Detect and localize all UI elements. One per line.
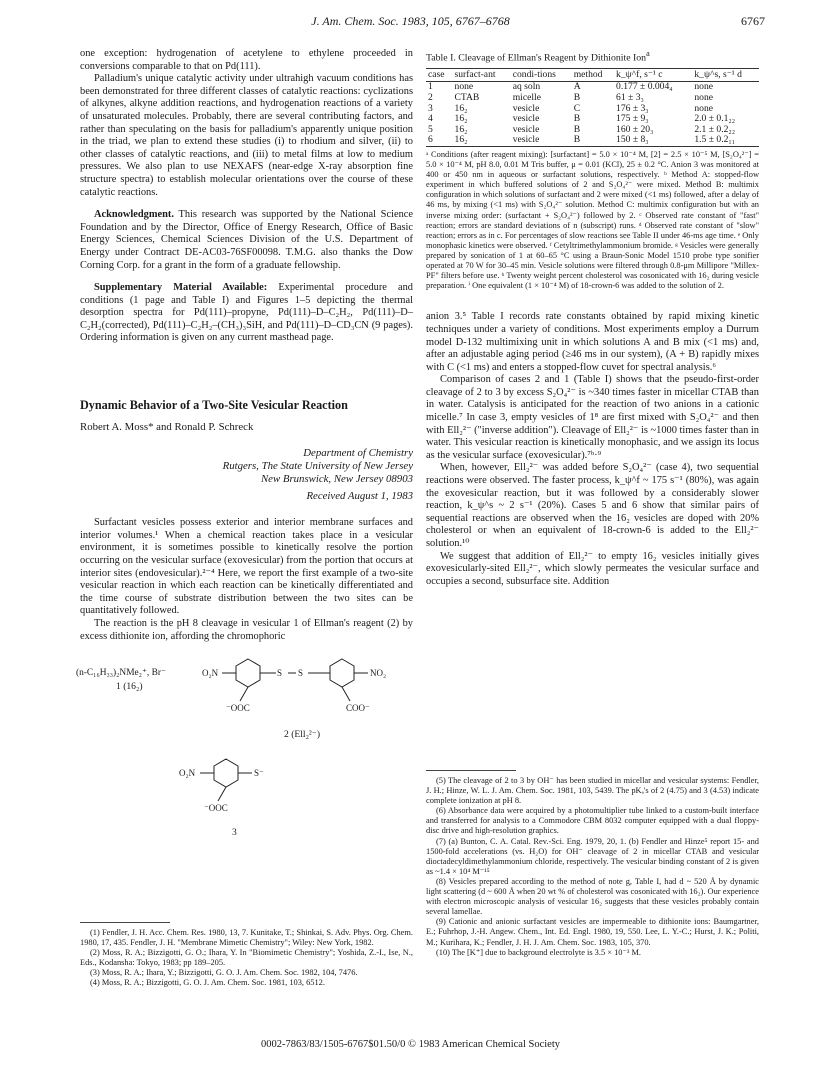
table-caption (426, 48, 759, 65)
table-cell: vesicle (512, 134, 540, 146)
table-cell: 16₂ (454, 123, 468, 135)
body-paragraph: Comparison of cases 2 and 1 (Table I) shows that the pseudo-first-order cleavage of 2 to 3 by excess S₂O₄²⁻ is ~340 times faster in micellar CTAB than in water. Catalysis is anticipated for the reaction of two anions in a cationic micelle.⁷ In case 3, empty vesicles of 1⁸ are first mixed with S₂O₄²⁻ and then with Ell₂²⁻ ("inverse addition"). Cleavage of Ell₂²⁻ is ~1000 times faster than in water. This vesicular reaction is kinetically monophasic, and we assign its locus as the vesicular surface (exovesicular).⁷ᵇ·⁹ (426, 374, 759, 461)
table-cell: B (573, 92, 581, 104)
table-cell: 1.5 ± 0.2₁₁ (694, 134, 736, 146)
footnote-rule (80, 922, 170, 923)
body-paragraph: When, however, Ell₂²⁻ was added before S₂O₄²⁻ (case 4), two sequential reactions were observed. The faster process, k_ψ^f ~ 175 s⁻¹ (80%), was again the exovesicular reaction, but it was followed by a considerably slower reaction, k_ψ^s ~ 2 s⁻¹ (20%). Cases 5 and 6 show that similar pairs of sequential reactions are observed when the 16₂ vesicles are doped with 20% cholesterol or when an equivalent of 18-crown-6 is added to the Ell₂²⁻ solution.¹⁰ (426, 462, 759, 550)
table-bottom-rule (426, 146, 759, 147)
body-paragraph: The reaction is the pH 8 cleavage in vesicular 1 of Ellman's reagent (2) by excess dithionite ion, affording the chromophoric (80, 618, 413, 642)
sulfur-atom: S (298, 668, 304, 679)
table-cell: A (573, 81, 581, 93)
affiliation (80, 447, 413, 503)
footnote: (9) Cationic and anionic surfactant vesicles are impermeable to dithionite ions: Baumgartner, E.; Fuhrhop, J.-H. Angew. Chem., Int. Ed. Engl. 1980, 19, 550. Lee, L. Y.-C.; Hurst, J. K.; Politi, M.; Kurihara, K.; Fendler, J. H. J. Am. Chem. Soc. 1983, 105, 370. (426, 917, 759, 947)
table-cell: 2.0 ± 0.1₂₂ (694, 113, 736, 125)
table-cell: vesicle (512, 102, 540, 114)
footnote: (5) The cleavage of 2 to 3 by OH⁻ has been studied in micellar and vesicular systems: Fendler, J. H.; Hinze, W. L. J. Am. Chem. Soc. 1981, 103, 5439. The pKₐ's of 2 (4.75) and 3 (4.53) indicate complete ionization at pH 8. (426, 776, 759, 806)
left-footnotes (80, 918, 413, 989)
table-cell: none (454, 81, 474, 93)
acknowledgment-heading: Acknowledgment. (94, 209, 174, 221)
nitro-group: NO₂ (370, 668, 387, 679)
table-cell: 176 ± 3₃ (616, 102, 649, 114)
table-cell: CTAB (454, 92, 480, 104)
body-paragraph: We suggest that addition of Ell₂²⁻ to empty 16₂ vesicles initially gives exovesicularly-sited Ell₂²⁻, which slowly permeates the vesicular surface and occupies a second, subsurface site. Addition (426, 550, 759, 587)
thiolate-group: S⁻ (254, 768, 264, 779)
table-header: method (573, 68, 603, 80)
received-date: Received August 1, 1983 (306, 490, 413, 503)
footnote: (3) Moss, R. A.; Ihara, Y.; Bizzigotti, G. O. J. Am. Chem. Soc. 1982, 104, 7476. (90, 968, 358, 978)
table-cell: B (573, 134, 581, 146)
table-cell: 1 (428, 81, 433, 93)
nitro-group: O₂N (179, 768, 196, 779)
table-header: k_ψ^f, s⁻¹ c (616, 68, 663, 80)
supplementary-body: Experimental procedure and conditions (1 page and Table I) and Figures 1–5 depicting the thermal desorption spectra for Pd(111)–propyne, Pd(111)–D–C₂H₂, Pd(111)–D–C₂H₂(corrected), Pd(111)–C₂H₂–(CH₃)₃SiH, and Pd(111)–D–CD₃CN (9 pages). Ordering information is given on any current masthead page. (80, 282, 413, 344)
table-cell: micelle (512, 92, 541, 104)
footnote: (4) Moss, R. A.; Bizzigotti, G. O. J. Am. Chem. Soc. 1981, 103, 6512. (90, 978, 325, 988)
table-row (426, 135, 759, 146)
table-cell: 0.177 ± 0.004₄ (616, 81, 673, 93)
running-header (0, 10, 821, 30)
compound-label: 2 (Ell₂²⁻) (284, 729, 321, 741)
table-cell: 5 (428, 123, 433, 135)
journal-citation: J. Am. Chem. Soc. 1983, 105, 6767–6768 (311, 14, 510, 28)
table-cell: 150 ± 8₃ (616, 134, 649, 146)
body-paragraph: Surfactant vesicles possess exterior and interior membrane surfaces and interior volumes.¹ When a chemical reaction takes place in a vesicular environment, it is sometimes possible to kinetically resolve the portion occurring on the vesicular surface (exovesicular) from the portion that occurs at interior sites (endovesicular).²⁻⁴ Here, we report the first example of a two-site vesicular reaction in which each reaction can be kinetically differentiated and the time course of substrate distribution between the two sites can be quantitatively followed. (80, 517, 413, 617)
table-cell: B (573, 123, 581, 135)
table-cell: 16₂ (454, 113, 468, 125)
chemical-structures (76, 649, 413, 849)
carboxylate-group: ⁻OOC (204, 803, 228, 814)
table-notes: ᵃ Conditions (after reagent mixing): [surfactant] = 5.0 × 10⁻⁴ M, [2] = 2.5 × 10⁻⁵ M, [S₂O₄²⁻] = 5.0 × 10⁻⁴ M, pH 8.0, 0.01 M Tris buffer, μ = 0.01 (KCl), 25 ± 0.2 °C. Anion 3 was monitored at 400 or 450 nm in aqueous or surfactant solutions, respectively. ᵇ Method A: stopped-flow experiment in which buffered solutions of 2 and S₂O₄²⁻ were mixed. Method B: multimix configuration in which solutions of surfactant and 2 were mixed (<1 ms) followed, after a delay of 46 ms, by mixing (<1 ms) with S₂O₄²⁻ solution. Method C: multimix configuration but with an inverse mixing order: (surfactant + S₂O₄²⁻) followed by 2. ᶜ Observed rate constant of "fast" reaction; errors are standard deviations of n (subscript) runs. ᵈ Observed rate constant of "slow" reaction; errors as in c. For percentages of slow reactions see Table II under 46-ms age time. ᵉ Only monophasic kinetics were observed. ᶠ Cetyltrimethylammonium bromide. ᵍ Vesicles were generally prepared by sonication of 1 at 60–65 °C using a Braun-Sonic Model 1510 probe type sonifier operated at 70 W for 30–45 min. Vesicle solutions were filtered through 0.8-μm Millipore "Millex-PF" filters before use. ʰ Twenty weight percent cholesterol was cosonicated with 16₂ during vesicle preparation. ⁱ One equivalent (1 × 10⁻⁴ M) of 18-crown-6 was added to the solution of 2. (426, 150, 759, 291)
sulfur-atom: S (277, 668, 283, 679)
continuation-paragraph: one exception: hydrogenation of acetylene to ethylene proceeded in conversions comparable to that on Pd(111). (80, 48, 413, 72)
supplementary-material (80, 282, 413, 345)
table-cell: 2.1 ± 0.2₂₂ (694, 123, 736, 135)
table-cell: B (573, 113, 581, 125)
affiliation-line: Department of Chemistry (303, 447, 413, 460)
table-cell: 6 (428, 134, 433, 146)
footnote-rule (426, 770, 516, 771)
footnote: (7) (a) Bunton, C. A. Catal. Rev.-Sci. Eng. 1979, 20, 1. (b) Fendler and Hinze⁵ report 15- and 1500-fold accelerations (vs. H₂O) for OH⁻ cleavage of 2 in micellar CTAB and vesicular dioctadecyldimethylammonium chloride, respectively. The vesicular binding constant of 2 is given as ~1.4 × 10⁴ M⁻¹⁵ (426, 836, 759, 876)
table-cell: 16₂ (454, 102, 468, 114)
rate-constant-table (426, 68, 759, 146)
table-cell: none (694, 102, 714, 114)
compound-label: 3 (232, 827, 237, 839)
body-paragraph: anion 3.⁵ Table I records rate constants obtained by rapid mixing kinetic techniques under a variety of conditions. Most experiments employ a Durrum model D-132 multimixing unit in which solutions A and B mix (<1 ms) and, after an adjustable aging period (≥46 ms in our system), (A + B) rapidly mixes with C (<1 ms) and enters a stopped-flow cuvet for spectral analysis.⁶ (426, 311, 759, 373)
table-header: k_ψ^s, s⁻¹ d (694, 68, 742, 80)
table-body (426, 82, 759, 146)
page-footer: 0002-7863/83/1505-6767$01.50/0 © 1983 American Chemical Society (260, 1039, 561, 1050)
carboxylate-group: COO⁻ (346, 703, 370, 714)
footnote: (10) The [K⁺] due to background electrolyte is 3.5 × 10⁻³ M. (436, 947, 642, 957)
table-cell: none (694, 81, 714, 93)
table-header-row (426, 68, 759, 82)
acknowledgment (80, 209, 413, 272)
carboxylate-group: ⁻OOC (226, 703, 250, 714)
table-cell: 175 ± 9₃ (616, 113, 649, 125)
affiliation-line: Rutgers, The State University of New Jersey (222, 460, 413, 473)
affiliation-line: New Brunswick, New Jersey 08903 (260, 473, 413, 486)
page-number: 6767 (741, 14, 765, 28)
surfactant-formula: (n-C₁₆H₃₃)₂NMe₂⁺, Br⁻ (76, 668, 166, 679)
nitro-group: O₂N (202, 668, 219, 679)
benzene-ring (236, 659, 260, 687)
compound-label: 1 (16₂) (116, 681, 143, 693)
table-cell: vesicle (512, 113, 540, 125)
acknowledgment-body: This research was supported by the National Science Foundation and by the Director, Office of Energy Research, Office of Basic Energy Sciences, Chemical Sciences Division of the U.S. Department of Energy under Contract DE-AC03-76SF00098. T.M.G. also thanks the Dow Corning Corp. for a grant in the form of a graduate fellowship. (80, 209, 413, 271)
table-header: surfact-ant (454, 68, 496, 80)
table-cell: none (694, 92, 714, 104)
table-cell: 61 ± 3₃ (616, 92, 644, 104)
table-cell: C (573, 102, 581, 114)
table-cell: 16₂ (454, 134, 468, 146)
table-cell: 2 (428, 92, 433, 104)
benzene-ring (330, 659, 354, 687)
table-header: condi-tions (512, 68, 556, 80)
table-cell: 3 (428, 102, 433, 114)
right-column (426, 48, 759, 588)
table-header: case (428, 68, 445, 80)
footnote: (1) Fendler, J. H. Acc. Chem. Res. 1980, 13, 7. Kunitake, T.; Shinkai, S. Adv. Phys. Org. Chem. 1980, 17, 435. Fendler, J. H. "Membrane Mimetic Chemistry"; Wiley: New York, 1982. (80, 928, 413, 948)
table-cell: vesicle (512, 123, 540, 135)
table-caption-text: Table I. Cleavage of Ellman's Reagent by Dithionite Ion (426, 52, 647, 64)
footnote: (6) Absorbance data were acquired by a photomultiplier tube linked to a custom-built interface and transferred for analysis to a Commodore CBM 8032 computer equipped with a dual floppy-disc drive and high-resolution graphics. (426, 806, 759, 836)
article-title: Dynamic Behavior of a Two-Site Vesicular Reaction (80, 398, 348, 413)
footnote: (8) Vesicles prepared according to the method of note g, Table I, had d ~ 520 Å by dynamic light scattering (d ~ 600 Å when 20 wt % of cholesterol was cosonicated with 16₂). Our experience with electron microscopic analysis of vesicular 16₂ suggests that these vesicles probably contain several lamellae. (426, 876, 759, 917)
table-caption-footnote-mark: a (646, 49, 650, 58)
benzene-ring (214, 759, 238, 787)
left-column (76, 48, 413, 849)
supplementary-heading: Supplementary Material Available: (94, 282, 268, 294)
footnote: (2) Moss, R. A.; Bizzigotti, G. O.; Ihara, Y. In "Biomimetic Chemistry"; Yoshida, Z.-I., Ise, N., Eds., Kodansha: Tokyo, 1983; pp 189–205. (80, 948, 413, 968)
body-paragraph: Palladium's unique catalytic activity under ultrahigh vacuum conditions has been demonstrated for three different classes of catalytic reactions: cyclizations of alkynes, alkyne addition reactions, and hydrogenation reactions of a variety of unsaturated molecules. Probably, there are several contributing factors, and rather than speculating on the basis for palladium's apparently unique position in the triad, we plan to extend these studies (i) to rhodium and silver, (ii) to other classes of catalytic reactions, and (iii) to metal films at low to medium pressures. We also plan to use NEXAFS (near-edge X-ray absorption fine structure spectra) to establish molecular orientations over the course of these catalytic reactions. (80, 73, 413, 198)
table-cell: aq soln (512, 81, 541, 93)
article-authors: Robert A. Moss* and Ronald P. Schreck (80, 420, 254, 433)
table-cell: 160 ± 20₃ (616, 123, 654, 135)
right-footnotes (426, 766, 759, 958)
table-cell: 4 (428, 113, 433, 125)
